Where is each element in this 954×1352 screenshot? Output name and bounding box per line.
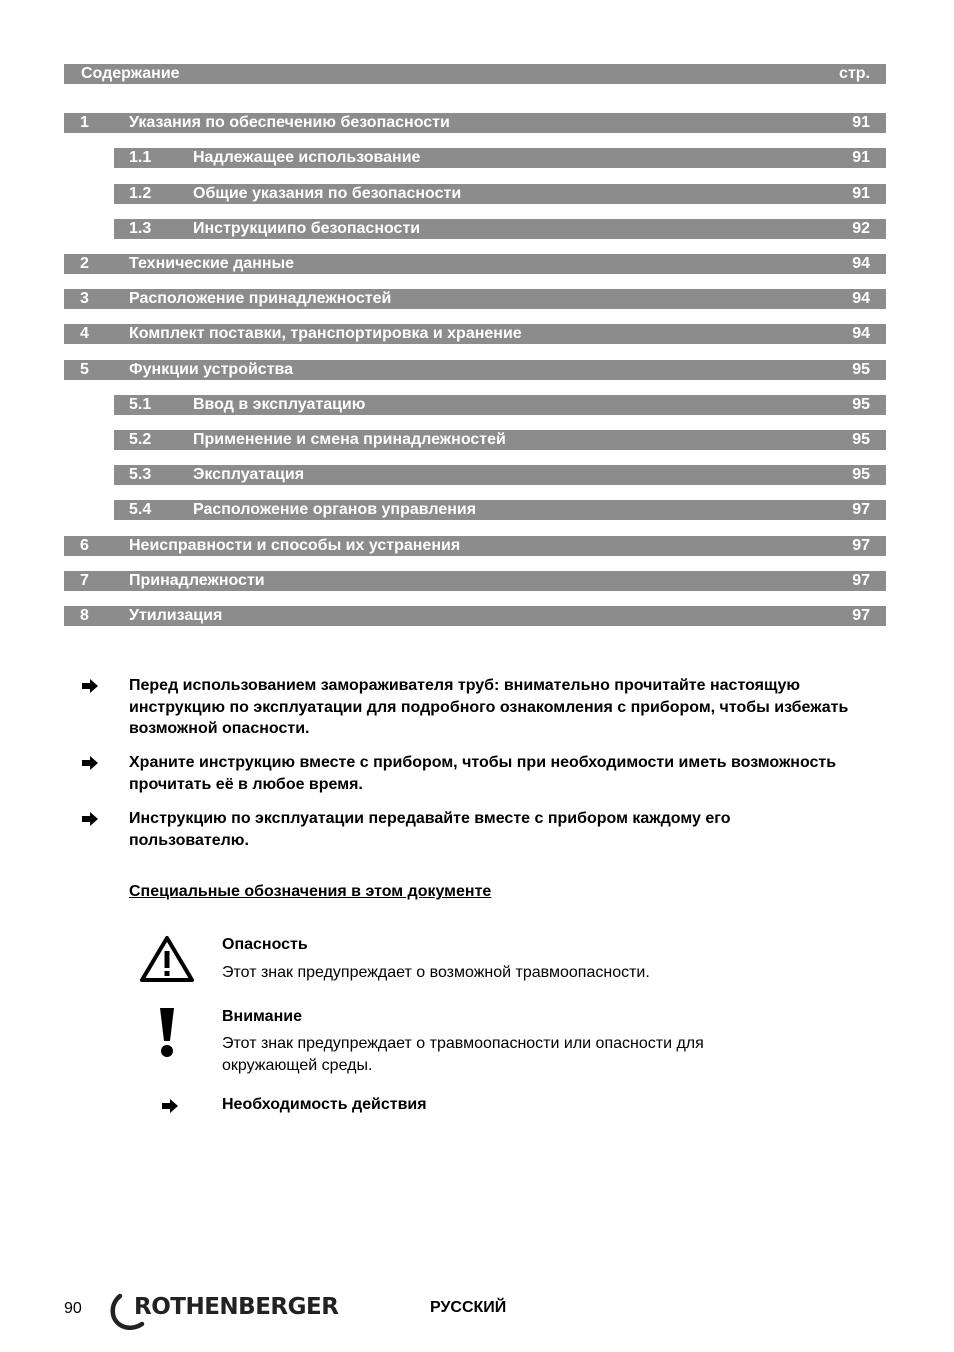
toc-entry-page: 97 bbox=[852, 537, 870, 554]
toc-entry[interactable] bbox=[64, 571, 886, 591]
toc-entry-number: 1.3 bbox=[129, 220, 152, 237]
toc-entry-number: 2 bbox=[80, 255, 89, 272]
toc-header bbox=[64, 64, 886, 84]
toc-entry[interactable] bbox=[64, 324, 886, 344]
toc-entry-label: Общие указания по безопасности bbox=[193, 185, 462, 202]
toc-entry-number: 1.1 bbox=[129, 149, 152, 166]
toc-entry-number: 6 bbox=[80, 537, 89, 554]
toc-entry[interactable] bbox=[64, 536, 886, 556]
toc-entry-number: 1.2 bbox=[129, 185, 152, 202]
toc-entry[interactable] bbox=[114, 148, 886, 168]
toc-entry-label: Расположение принадлежностей bbox=[129, 290, 392, 307]
toc-entry-label: Функции устройства bbox=[129, 361, 294, 378]
note-item: Инструкцию по эксплуатации передавайте вместе с прибором каждому его пользователю. bbox=[129, 810, 731, 849]
toc-entry-number: 7 bbox=[80, 572, 89, 589]
toc-entry[interactable] bbox=[114, 219, 886, 239]
toc-entry-page: 91 bbox=[852, 185, 870, 202]
toc-entry-number: 5.2 bbox=[129, 431, 152, 448]
caution-title: Внимание bbox=[222, 1008, 302, 1025]
toc-entry-label: Утилизация bbox=[129, 607, 223, 624]
exclamation-icon bbox=[156, 1007, 178, 1059]
toc-entry-number: 3 bbox=[80, 290, 89, 307]
toc-entry-page: 94 bbox=[852, 255, 870, 272]
note-item: Храните инструкцию вместе с прибором, чтобы при необходимости иметь возможность прочитать её в любое время. bbox=[129, 754, 837, 793]
toc-entry-label: Надлежащее использование bbox=[193, 149, 421, 166]
symbols-section-title: Специальные обозначения в этом документе bbox=[129, 883, 492, 900]
toc-entry-page: 94 bbox=[852, 325, 870, 342]
brand-logo: ROTHENBERGER bbox=[134, 1294, 339, 1320]
right-arrow-icon bbox=[80, 678, 100, 694]
toc-entry-page: 91 bbox=[852, 114, 870, 131]
toc-entry-number: 5 bbox=[80, 361, 89, 378]
toc-entry-number: 5.4 bbox=[129, 501, 152, 518]
toc-entry-page: 94 bbox=[852, 290, 870, 307]
toc-entry-label: Эксплуатация bbox=[193, 466, 305, 483]
toc-entry-label: Инструкциипо безопасности bbox=[193, 220, 421, 237]
toc-title: Содержание bbox=[81, 65, 180, 82]
toc-entry-label: Комплект поставки, транспортировка и хранение bbox=[129, 325, 522, 342]
toc-entry[interactable] bbox=[64, 360, 886, 380]
toc-entry-label: Ввод в эксплуатацию bbox=[193, 396, 366, 413]
toc-entry-label: Указания по обеспечению безопасности bbox=[129, 114, 450, 131]
toc-entry[interactable] bbox=[114, 465, 886, 485]
toc-entry-number: 1 bbox=[80, 114, 89, 131]
toc-entry[interactable] bbox=[64, 289, 886, 309]
toc-entry[interactable] bbox=[114, 184, 886, 204]
danger-text: Этот знак предупреждает о возможной травмоопасности. bbox=[222, 964, 650, 981]
toc-entry-page: 92 bbox=[852, 220, 870, 237]
toc-entry[interactable] bbox=[114, 500, 886, 520]
toc-entry-label: Расположение органов управления bbox=[193, 501, 477, 518]
toc-entry-page: 95 bbox=[852, 431, 870, 448]
toc-entry[interactable] bbox=[64, 113, 886, 133]
toc-entry-label: Неисправности и способы их устранения bbox=[129, 537, 461, 554]
toc-entry[interactable] bbox=[114, 395, 886, 415]
page-number: 90 bbox=[64, 1300, 82, 1317]
danger-title: Опасность bbox=[222, 936, 308, 953]
toc-entry-number: 4 bbox=[80, 325, 89, 342]
toc-entry-page: 91 bbox=[852, 149, 870, 166]
toc-entry-page: 95 bbox=[852, 361, 870, 378]
right-arrow-icon bbox=[160, 1098, 180, 1114]
toc-entry-page: 95 bbox=[852, 466, 870, 483]
toc-entry-page: 95 bbox=[852, 396, 870, 413]
toc-entry-page: 97 bbox=[852, 607, 870, 624]
toc-entry-label: Технические данные bbox=[129, 255, 295, 272]
right-arrow-icon bbox=[80, 811, 100, 827]
note-item: Перед использованием замораживателя труб: внимательно прочитайте настоящую инструкцию по эксплуатации для подробного ознакомления с прибором, чтобы избежать возможной опасности. bbox=[129, 677, 849, 737]
toc-entry-number: 8 bbox=[80, 607, 89, 624]
toc-entry-page: 97 bbox=[852, 572, 870, 589]
warning-triangle-icon bbox=[138, 934, 196, 984]
toc-entry-label: Применение и смена принадлежностей bbox=[193, 431, 506, 448]
action-title: Необходимость действия bbox=[222, 1096, 427, 1113]
language-label: РУССКИЙ bbox=[430, 1299, 507, 1316]
toc-entry-page: 97 bbox=[852, 501, 870, 518]
toc-page-label: стр. bbox=[839, 65, 870, 82]
toc-entry[interactable] bbox=[64, 254, 886, 274]
right-arrow-icon bbox=[80, 755, 100, 771]
caution-text: Этот знак предупреждает о травмоопасности или опасности для окружающей среды. bbox=[222, 1035, 704, 1074]
toc-entry-number: 5.3 bbox=[129, 466, 152, 483]
toc-entry[interactable] bbox=[64, 606, 886, 626]
toc-entry-number: 5.1 bbox=[129, 396, 152, 413]
toc-entry[interactable] bbox=[114, 430, 886, 450]
toc-entry-label: Принадлежности bbox=[129, 572, 265, 589]
